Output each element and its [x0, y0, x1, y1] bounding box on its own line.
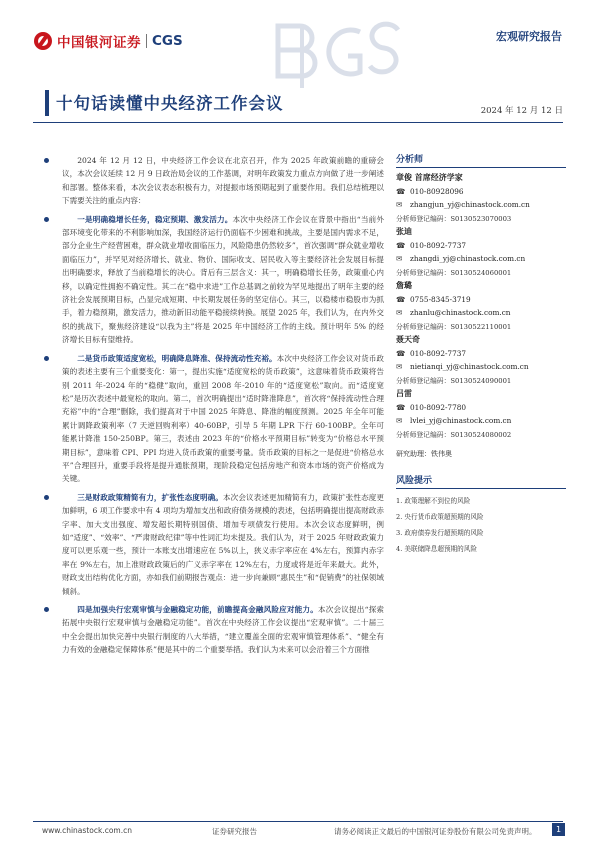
research-assistant: 研究助理：铁伟奥: [396, 450, 452, 458]
main-content: [42, 154, 384, 662]
sidebar: [396, 152, 566, 553]
logo-divider: [146, 34, 147, 48]
email-icon: ✉: [396, 308, 403, 317]
analyst-phone: 0755-8345-3719: [410, 295, 471, 304]
analyst-heading: 分析师: [396, 152, 566, 168]
analyst-name: 詹璐: [396, 281, 412, 290]
analyst-registration: 分析师登记编码：S0130524080002: [396, 431, 512, 439]
page-title: 十句话读懂中央经济工作会议: [56, 94, 284, 113]
paragraph-lead: 二是货币政策适度宽松，明确降息降准、保持流动性充裕。: [77, 353, 277, 363]
paragraph-lead: 三是财政政策精简有力，扩张性态度明确。: [77, 492, 223, 502]
point-two-paragraph: [42, 352, 384, 486]
analyst-registration: 分析师登记编码：S0130523070003: [396, 215, 512, 223]
bullet-icon: [44, 607, 49, 612]
bullet-icon: [44, 495, 49, 500]
analyst-card: [396, 334, 566, 385]
brand-name: 中国银河证券: [57, 35, 141, 51]
phone-icon: ☎: [396, 295, 406, 304]
footer-website-link[interactable]: www.chinastock.com.cn: [42, 826, 132, 835]
bullet-icon: [44, 356, 49, 361]
email-icon: ✉: [396, 200, 403, 209]
analyst-email[interactable]: lvlei_yj@chinastock.com.cn: [410, 416, 512, 425]
point-one-paragraph: [42, 213, 384, 347]
intro-paragraph: [42, 154, 384, 208]
footer-disclaimer: 请务必阅读正文最后的中国银河证券股份有限公司免责声明。: [334, 827, 537, 836]
page-number: 1: [552, 823, 565, 836]
phone-icon: ☎: [396, 241, 406, 250]
analyst-phone: 010-8092-7780: [410, 403, 466, 412]
analyst-name: 张迪: [396, 227, 412, 236]
analyst-registration: 分析师登记编码：S0130524090001: [396, 377, 512, 385]
paragraph-lead: 一是明确稳增长任务，稳定预期、激发活力。: [77, 214, 233, 224]
bullet-icon: [44, 158, 49, 163]
analyst-phone: 010-8092-7737: [410, 349, 466, 358]
risk-item: 4. 美联储降息超预期的风险: [396, 545, 477, 553]
analyst-email[interactable]: zhanlu@chinastock.com.cn: [410, 308, 511, 317]
email-icon: ✉: [396, 254, 403, 263]
phone-icon: ☎: [396, 349, 406, 358]
paragraph-text: 本次会议表述更加精简有力，政策扩张性态度更加鲜明，6 项工作要求中有 4 项均为增加支出和政府债务规模的表述，包括明确提出提高财政赤字率、加大支出强度、增发超长期特别国债、增加专项债发行使用。本次会议态度鲜明，例如“适度”、“效率”、“严肃财政纪律”等中性词汇均未提及。我们认为，对于 2025 年财政政策力度可以更乐观一些，预计一本账支出增速应在 5%以上，狭义赤字率应在 4%左右，预算内赤字率在 9%左右，加上准财政政策后的广义赤字率在 12%左右，力度或将是近年来最大。此外，财政支出结构优化方面，亦如我们前期报告观点：进一步向兼顾“惠民生”和“促销费”的社保领域倾斜。: [62, 492, 385, 596]
analyst-name: 聂天奇: [396, 335, 420, 344]
galaxy-logo-icon: [34, 32, 52, 50]
report-type-label: 宏观研究报告: [496, 30, 562, 43]
analyst-card: [396, 172, 566, 223]
paragraph-text: 2024 年 12 月 12 日，中央经济工作会议在北京召开，作为 2025 年政策前瞻的重磅会议，本次会议延续 12 月 9 日政治局会议的工作基调，对明年政策发力重点方向做了进一步阐述和部署。整体来看，本次会议表态积极有力，对提振市场预期起到了重要作用。我们总结梳理以下需要关注的重点内容：: [62, 156, 384, 206]
analyst-name: 吕雷: [396, 389, 412, 398]
brand-logo: [34, 30, 183, 52]
risk-item: 3. 政府债券发行超预期的风险: [396, 529, 484, 537]
paragraph-lead: 四是加强央行宏观审慎与金融稳定功能，前瞻提高金融风险应对能力。: [77, 605, 318, 614]
analyst-phone: 010-8092-7737: [410, 241, 466, 250]
paragraph-text: 本次会议提出“探索拓展中央银行宏观审慎与金融稳定功能”。首次在中央经济工作会议提出“宏观审慎”。二十届三中全会提出加快完善中央银行制度的八大举措，“建立覆盖全面的宏观审慎管理体系”、“健全有力有效的金融稳定保障体系”便是其中的二个重要举措。我们认为未来可以会沿着三个方面推: [62, 605, 384, 655]
analyst-name: 章俊 首席经济学家: [396, 173, 463, 182]
analyst-email[interactable]: zhangjun_yj@chinastock.com.cn: [410, 200, 530, 209]
analyst-card: [396, 280, 566, 331]
footer-doc-type: 证券研究报告: [212, 827, 257, 836]
point-three-paragraph: [42, 491, 384, 598]
risk-item: 2. 央行货币政策超预期的风险: [396, 513, 484, 521]
decorative-watermark-graphic: [270, 18, 405, 96]
paragraph-text: 本次中央经济工作会议在背景中指出“当前外部环境变化带来的不利影响加深，我国经济运行仍面临不少困难和挑战，主要是国内需求不足，部分企业生产经营困难，群众就业增收面临压力，风险隐患仍然较多”，首次强调“群众就业增收面临压力”，并罕见对经济增长、就业、物价、国际收支、居民收入等主要经济社会发展目标提出明确要求，释放了当前稳增长的决心。背后有三层含义：其一，明确稳增长任务，政策重心内移，以确定性拥抱不确定性。其二在“稳中求进”工作总基调之前较为罕见地提出了明年主要的经济社会发展预期目标，凸显完成短期、中长期发展任务的坚定信心。其三，以稳楼市稳股市为抓手，着力稳预期，激发活力，推动新旧动能平稳接续转换。展望 2025 年，我们认为，在内外交织的挑战下，聚焦经济建设“以我为主”将是 2025 年中国经济工作的主线。预计明年 5% 的经济增长目标有望维持。: [62, 214, 384, 345]
analyst-email[interactable]: zhangdi_yj@chinastock.com.cn: [410, 254, 526, 263]
analyst-registration: 分析师登记编码：S0130524060001: [396, 269, 512, 277]
analyst-registration: 分析师登记编码：S0130522110001: [396, 323, 512, 331]
analyst-phone: 010-80928096: [410, 187, 464, 196]
analyst-card: [396, 226, 566, 277]
risk-heading: 风险提示: [396, 473, 566, 489]
title-accent-bar: [45, 90, 49, 116]
brand-abbrev: CGS: [152, 33, 183, 49]
phone-icon: ☎: [396, 403, 406, 412]
paragraph-text: 本次中央经济工作会议对货币政策的表述主要有三个重要变化：第一，提出实施“适度宽松的货币政策”，这意味着货币政策将告别 2011 年-2024 年的“稳健”取向，重回 2008 年-2010 年的“适度宽松”取向。而“适度宽松”是历次表述中最宽松的取向。第二，首次明确提出“适时降准降息”，首次将“保持流动性合理充裕”中的“合理”删除，我们提高对于中国 2025 年降息、降准的幅度预测。2025 年全年可能累计调降政策利率（7 天逆回购利率）40-60BP，引导 5 年期 LPR 下行 60-100BP。全年可能累计降准 150-250BP。第三，表述由 2023 年的“价格水平预期目标”转变为“价格总水平预期目标”，意味着 CPI、PPI 均进入货币政策的重要考量。货币政策的目标之一是促进“价格总水平”合理回升，重要手段将是提升通胀预期，现阶段稳定包括房地产和资本市场的资产价格成为关键。: [62, 353, 385, 484]
phone-icon: ☎: [396, 187, 406, 196]
email-icon: ✉: [396, 362, 403, 371]
point-four-paragraph: [42, 603, 384, 657]
analyst-email[interactable]: nietianqi_yj@chinastock.com.cn: [410, 362, 529, 371]
footer-divider: [33, 821, 563, 822]
bullet-icon: [44, 217, 49, 222]
risk-item: 1. 政策理解不到位的风险: [396, 497, 471, 505]
report-date: 2024 年 12 月 12 日: [480, 106, 563, 116]
analyst-card: [396, 388, 566, 439]
email-icon: ✉: [396, 416, 403, 425]
header-divider: [33, 122, 563, 123]
